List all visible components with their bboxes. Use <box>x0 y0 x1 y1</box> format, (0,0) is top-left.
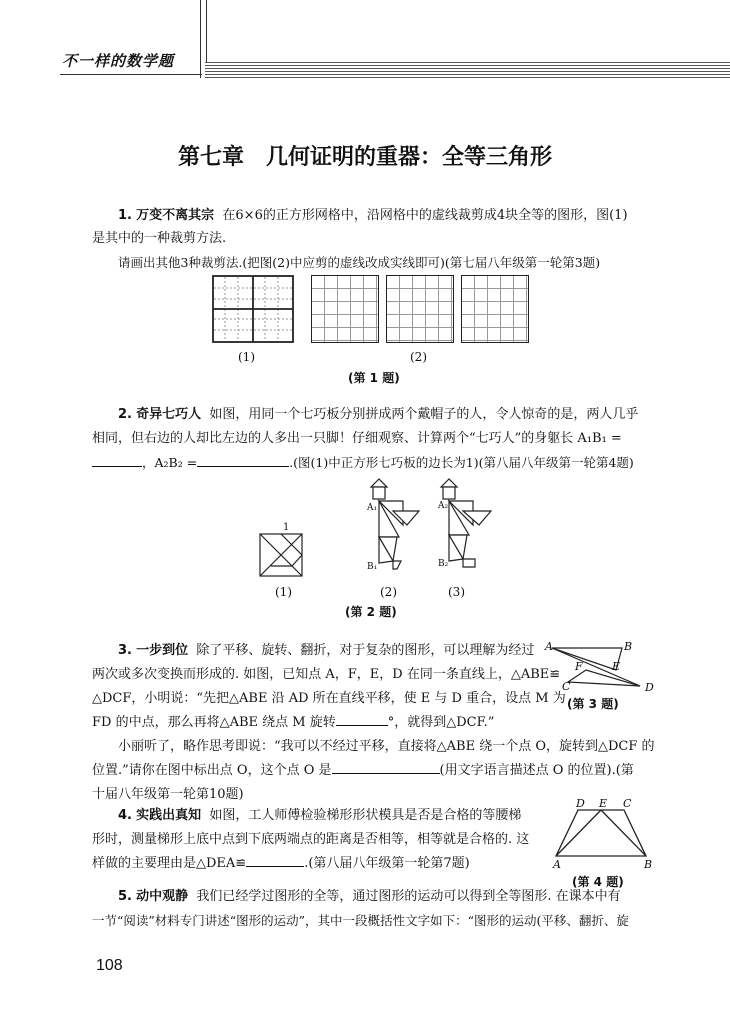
p3-point-C: C <box>562 680 571 693</box>
p4-point-D: D <box>576 797 585 810</box>
problem-4-line-3-tail: .(第八届八年级第一轮第7题) <box>304 856 470 871</box>
problem-2-line-2: 相同，但右边的人却比左边的人多出一只脚！仔细观察、计算两个“七巧人”的身躯长 A₁B₁ = <box>92 431 622 446</box>
problem-3-line-3: △DCF，小明说：“先把△ABE 沿 AD 所在直线平移，使 E 与 D 重合，设点 M 为 <box>92 691 566 706</box>
problem-3-line-5: 小丽听了，略作思考即说：“我可以不经过平移，直接将△ABE 绕一个点 O，旋转到△DCF 的 <box>118 739 655 754</box>
problem-3-line-4 <box>92 711 494 735</box>
problem-3-line-7: 十届八年级第一轮第10题) <box>92 787 244 802</box>
problem-3-name: 一步到位 <box>136 643 189 658</box>
problem-1-line-2: 是其中的一种裁剪方法. <box>92 231 227 246</box>
problem-1-label-2: (2) <box>410 350 427 364</box>
chapter-title: 第七章 几何证明的重器：全等三角形 <box>177 145 552 170</box>
problem-3-line-6 <box>92 759 634 783</box>
problem-2-name: 奇异七巧人 <box>136 407 202 422</box>
problem-2-label-B2: B₂ <box>438 559 449 569</box>
problem-3-point-blank[interactable] <box>332 759 440 774</box>
problem-4-number: 4. <box>118 808 132 823</box>
problem-5-line-2: 一节“阅读”材料专门讲述“图形的运动”，其中一段概括性文字如下：“图形的运动(平移、翻折、旋 <box>92 913 629 928</box>
problem-1-blank-grid-1[interactable] <box>311 275 379 343</box>
problem-3-number: 3. <box>118 643 132 658</box>
problem-3-text: 除了平移、旋转、翻折，对于复杂的图形，可以理解为经过 <box>196 643 535 658</box>
problem-1-blank-grid-3[interactable] <box>461 275 529 343</box>
problem-2-label-1: (1) <box>275 585 292 599</box>
problem-4-line-3-head: 样做的主要理由是△DEA≌ <box>92 856 247 871</box>
problem-2-caption: (第 2 题) <box>345 605 397 619</box>
problem-4-text: 如图，工人师傅检验梯形形状模具是否是合格的等腰梯 <box>209 808 522 823</box>
header-left-rule <box>60 74 202 75</box>
problem-1-caption: (第 1 题) <box>348 371 400 385</box>
problem-1-figure-1 <box>212 275 294 343</box>
problem-2-text: 如图，用同一个七巧板分别拼成两个戴帽子的人，令人惊奇的是，两人几乎 <box>209 407 639 422</box>
problem-2-line-3-tail: .(图(1)中正方形七巧板的边长为1)(第八届八年级第一轮第4题) <box>289 455 634 470</box>
problem-5-name: 动中观静 <box>136 889 189 904</box>
problem-4-line-1 <box>118 804 521 828</box>
problem-5-text: 我们已经学过图形的全等，通过图形的运动可以得到全等图形. 在课本中有 <box>196 889 621 904</box>
problem-1-text: 在6×6的正方形网格中，沿网格中的虚线裁剪成4块全等的图形，图(1) <box>222 208 628 223</box>
problem-1-blank-grid-2[interactable] <box>386 275 454 343</box>
problem-2-label-3: (3) <box>448 585 465 599</box>
header-hatch-band <box>205 62 730 78</box>
problem-3-angle-blank[interactable] <box>336 711 388 726</box>
problem-3-caption: (第 3 题) <box>567 697 619 711</box>
problem-1-line-3: 请画出其他3种裁剪法.(把图(2)中应剪的虚线改成实线即可)(第七届八年级第一轮第3题) <box>118 255 601 270</box>
problem-1-number: 1. <box>118 208 132 223</box>
p4-point-E: E <box>599 797 608 810</box>
page-number: 108 <box>96 957 123 974</box>
problem-2-label-A2: A₂ <box>438 501 449 511</box>
problem-2-answer-blank-1[interactable] <box>92 452 142 467</box>
p3-point-D: D <box>645 681 654 694</box>
p3-point-E: E <box>612 660 621 673</box>
problem-1-label-1: (1) <box>238 350 255 364</box>
problem-5-number: 5. <box>118 889 132 904</box>
problem-2-label-B1: B₁ <box>367 562 378 572</box>
problem-3-line-4-tail: °，就得到△DCF.” <box>387 715 495 730</box>
problem-3-line-2: 两次或多次变换而形成的. 如图，已知点 A，F，E，D 在同一条直线上，△ABE≌ <box>92 667 561 682</box>
book-title: 不一样的数学题 <box>62 52 175 70</box>
problem-3-line-6-tail: (用文字语言描述点 O 的位置).(第 <box>439 763 634 778</box>
problem-2-line-3 <box>92 451 634 475</box>
problem-2-sep: ，A₂B₂ = <box>142 455 198 470</box>
problem-4-caption: (第 4 题) <box>572 875 624 889</box>
problem-2-answer-blank-2[interactable] <box>197 452 289 467</box>
problem-3-line-4-head: FD 的中点，那么再将△ABE 绕点 M 旋转 <box>92 715 336 730</box>
problem-2-line-1 <box>118 403 638 427</box>
problem-4-line-3 <box>92 852 470 876</box>
problem-2-label-2: (2) <box>380 585 397 599</box>
problem-1-line-1 <box>118 204 628 228</box>
problem-4-name: 实践出真知 <box>136 808 202 823</box>
problem-4-line-2: 形时，测量梯形上底中点到下底两端点的距离是否相等，相等就是合格的. 这 <box>92 832 530 847</box>
problem-3-line-6-head: 位置.”请你在图中标出点 O，这个点 O 是 <box>92 763 332 778</box>
problem-4-answer-blank[interactable] <box>246 852 304 867</box>
problem-2-side-label: 1 <box>283 522 290 533</box>
p3-point-B: B <box>624 640 633 653</box>
problem-3-line-1 <box>118 639 534 663</box>
p3-point-F: F <box>575 660 583 673</box>
p3-point-A: A <box>545 640 553 653</box>
problem-1-name: 万变不离其宗 <box>136 208 215 223</box>
problem-2-number: 2. <box>118 407 132 422</box>
problem-2-label-A1: A₁ <box>367 503 378 513</box>
p4-point-C: C <box>623 797 632 810</box>
problem-5-line-1 <box>118 885 621 909</box>
p4-point-A: A <box>553 858 561 871</box>
p4-point-B: B <box>644 858 653 871</box>
